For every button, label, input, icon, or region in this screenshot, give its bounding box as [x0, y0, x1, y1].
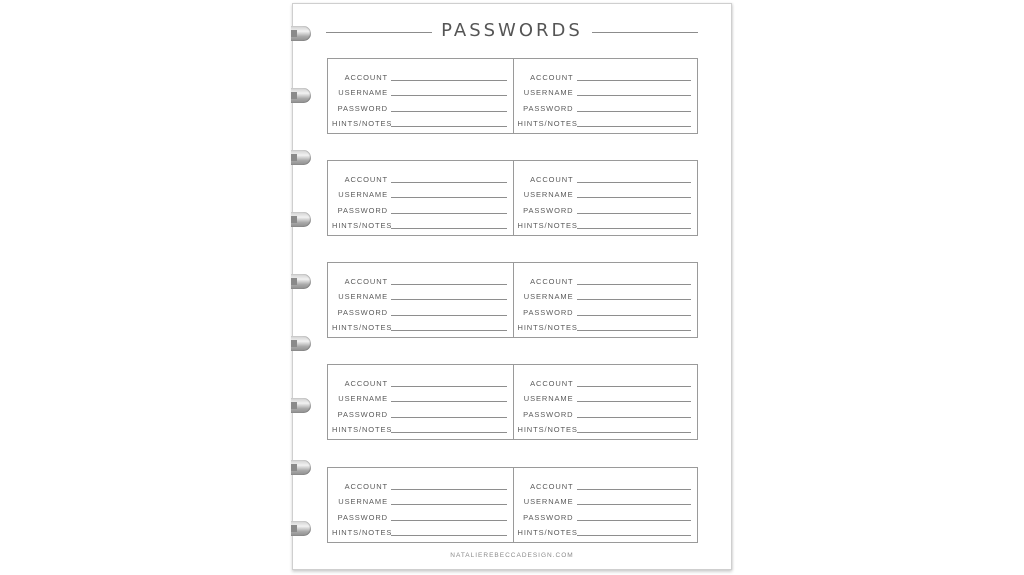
- account-label: ACCOUNT: [530, 72, 574, 82]
- account-line[interactable]: [391, 173, 507, 183]
- account-row: [514, 66, 698, 82]
- account-label: ACCOUNT: [530, 174, 574, 184]
- hints-line[interactable]: [577, 219, 692, 229]
- username-line[interactable]: [391, 188, 507, 198]
- password-line[interactable]: [577, 408, 692, 418]
- password-label: PASSWORD: [337, 409, 388, 419]
- password-entry: [513, 263, 698, 337]
- username-label: USERNAME: [523, 190, 574, 199]
- account-label: ACCOUNT: [344, 174, 388, 184]
- username-label: USERNAME: [338, 394, 388, 403]
- footer-website: NATALIEREBECCADESIGN.COM: [450, 552, 574, 559]
- binder-disc-icon: [291, 274, 311, 289]
- hints-row: [328, 113, 513, 129]
- password-entry: [513, 365, 698, 439]
- title-rule-right: [592, 32, 698, 33]
- password-entry: [328, 365, 513, 439]
- binder-disc-icon: [291, 398, 311, 413]
- account-label: ACCOUNT: [344, 72, 388, 82]
- password-label: PASSWORD: [337, 205, 388, 215]
- username-label: USERNAME: [338, 292, 388, 301]
- account-row: [328, 168, 513, 184]
- hints-label: HINTS/NOTES: [517, 425, 578, 434]
- account-row: [514, 270, 698, 286]
- password-line[interactable]: [391, 204, 507, 214]
- username-label: USERNAME: [523, 497, 574, 506]
- account-row: [328, 270, 513, 286]
- username-row: [514, 388, 698, 404]
- account-label: ACCOUNT: [530, 378, 574, 388]
- password-row: [514, 403, 698, 419]
- hints-row: [328, 522, 513, 538]
- hints-label: HINTS/NOTES: [332, 425, 393, 434]
- username-row: [328, 286, 513, 302]
- password-label: PASSWORD: [523, 205, 574, 215]
- hints-row: [514, 317, 698, 333]
- password-line[interactable]: [391, 306, 507, 316]
- username-row: [514, 491, 698, 507]
- hints-row: [328, 419, 513, 435]
- hints-line[interactable]: [391, 526, 507, 536]
- binder-disc-icon: [291, 88, 311, 103]
- account-label: ACCOUNT: [530, 276, 574, 286]
- password-entry: [328, 263, 513, 337]
- password-block: [327, 467, 698, 543]
- account-label: ACCOUNT: [344, 276, 388, 286]
- password-row: [514, 301, 698, 317]
- username-line[interactable]: [577, 495, 692, 505]
- username-row: [514, 82, 698, 98]
- username-line[interactable]: [577, 392, 692, 402]
- binder-disc-icon: [291, 150, 311, 165]
- hints-label: HINTS/NOTES: [332, 119, 393, 128]
- password-line[interactable]: [577, 204, 692, 214]
- hints-line[interactable]: [577, 423, 692, 433]
- password-label: PASSWORD: [337, 307, 388, 317]
- username-label: USERNAME: [523, 394, 574, 403]
- binder-disc-icon: [291, 336, 311, 351]
- account-row: [514, 372, 698, 388]
- username-row: [328, 82, 513, 98]
- account-row: [514, 475, 698, 491]
- hints-row: [328, 215, 513, 231]
- username-label: USERNAME: [523, 292, 574, 301]
- account-line[interactable]: [577, 173, 692, 183]
- username-row: [328, 184, 513, 200]
- username-line[interactable]: [577, 86, 692, 96]
- password-row: [514, 506, 698, 522]
- account-label: ACCOUNT: [344, 378, 388, 388]
- hints-line[interactable]: [391, 423, 507, 433]
- binder-disc-icon: [291, 460, 311, 475]
- password-line[interactable]: [577, 102, 692, 112]
- page-title: PASSWORDS: [441, 20, 583, 41]
- password-row: [514, 97, 698, 113]
- password-block: [327, 160, 698, 236]
- username-label: USERNAME: [338, 88, 388, 97]
- hints-row: [328, 317, 513, 333]
- hints-line[interactable]: [391, 321, 507, 331]
- password-block: [327, 58, 698, 134]
- account-row: [328, 475, 513, 491]
- account-line[interactable]: [577, 480, 692, 490]
- password-label: PASSWORD: [523, 103, 574, 113]
- hints-row: [514, 215, 698, 231]
- password-row: [328, 301, 513, 317]
- username-line[interactable]: [391, 495, 507, 505]
- hints-label: HINTS/NOTES: [517, 119, 578, 128]
- account-row: [328, 372, 513, 388]
- hints-line[interactable]: [577, 526, 692, 536]
- username-row: [328, 491, 513, 507]
- username-line[interactable]: [391, 392, 507, 402]
- password-row: [328, 403, 513, 419]
- password-entry: [513, 161, 698, 235]
- hints-line[interactable]: [577, 117, 692, 127]
- hints-line[interactable]: [391, 219, 507, 229]
- account-row: [328, 66, 513, 82]
- password-label: PASSWORD: [337, 512, 388, 522]
- password-row: [328, 199, 513, 215]
- hints-label: HINTS/NOTES: [332, 323, 393, 332]
- password-row: [328, 506, 513, 522]
- hints-row: [514, 522, 698, 538]
- password-line[interactable]: [391, 408, 507, 418]
- password-entry: [328, 161, 513, 235]
- username-line[interactable]: [391, 290, 507, 300]
- binder-disc-icon: [291, 26, 311, 41]
- password-row: [514, 199, 698, 215]
- binder-disc-icon: [291, 212, 311, 227]
- account-line[interactable]: [391, 480, 507, 490]
- username-row: [514, 286, 698, 302]
- password-label: PASSWORD: [523, 307, 574, 317]
- hints-row: [514, 113, 698, 129]
- account-line[interactable]: [391, 275, 507, 285]
- hints-label: HINTS/NOTES: [517, 221, 578, 230]
- hints-label: HINTS/NOTES: [332, 221, 393, 230]
- username-label: USERNAME: [338, 190, 388, 199]
- password-block: [327, 364, 698, 440]
- account-label: ACCOUNT: [344, 481, 388, 491]
- hints-line[interactable]: [391, 117, 507, 127]
- password-line[interactable]: [577, 511, 692, 521]
- page-header: [326, 18, 698, 46]
- account-line[interactable]: [391, 71, 507, 81]
- account-line[interactable]: [577, 275, 692, 285]
- password-line[interactable]: [391, 102, 507, 112]
- account-line[interactable]: [577, 71, 692, 81]
- username-line[interactable]: [577, 188, 692, 198]
- hints-label: HINTS/NOTES: [332, 528, 393, 537]
- password-entry: [513, 468, 698, 542]
- password-entry: [513, 59, 698, 133]
- password-line[interactable]: [391, 511, 507, 521]
- hints-label: HINTS/NOTES: [517, 528, 578, 537]
- username-label: USERNAME: [338, 497, 388, 506]
- account-line[interactable]: [391, 377, 507, 387]
- account-label: ACCOUNT: [530, 481, 574, 491]
- hints-row: [514, 419, 698, 435]
- username-label: USERNAME: [523, 88, 574, 97]
- password-entry: [328, 468, 513, 542]
- password-line[interactable]: [577, 306, 692, 316]
- password-label: PASSWORD: [523, 409, 574, 419]
- account-row: [514, 168, 698, 184]
- password-label: PASSWORD: [337, 103, 388, 113]
- password-row: [328, 97, 513, 113]
- username-row: [328, 388, 513, 404]
- hints-line[interactable]: [577, 321, 692, 331]
- username-row: [514, 184, 698, 200]
- binder-disc-icon: [291, 521, 311, 536]
- username-line[interactable]: [391, 86, 507, 96]
- account-line[interactable]: [577, 377, 692, 387]
- password-block: [327, 262, 698, 338]
- password-entry: [328, 59, 513, 133]
- hints-label: HINTS/NOTES: [517, 323, 578, 332]
- username-line[interactable]: [577, 290, 692, 300]
- password-label: PASSWORD: [523, 512, 574, 522]
